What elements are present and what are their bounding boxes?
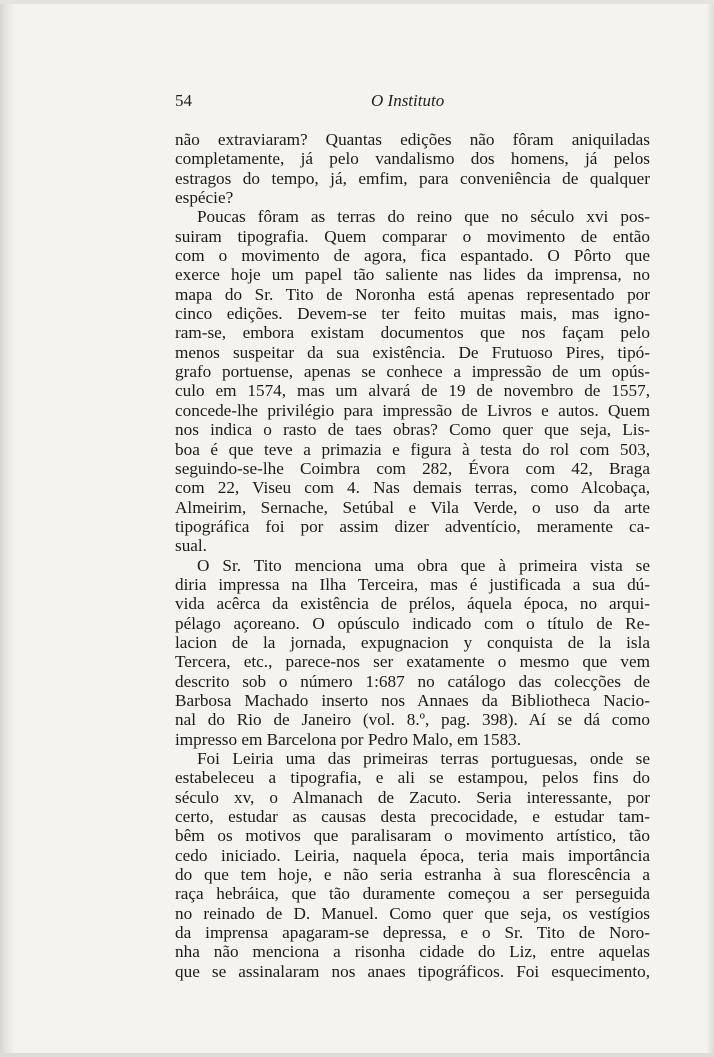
text-line: grafo portuense, apenas se conhece a impressão de um opús- — [175, 362, 650, 382]
text-line: nha não menciona a risonha cidade do Liz, entre aquelas — [175, 942, 650, 962]
page-right-edge-shadow — [706, 0, 714, 1057]
text-line: raça hebráica, que tão duramente começou a ser perseguida — [175, 884, 650, 904]
text-line: pélago açoreano. O opúsculo indicado com o título de Re- — [175, 613, 650, 633]
text-line: nal do Rio de Janeiro (vol. 8.º, pag. 398). Aí se dá como — [175, 710, 650, 730]
text-line: século xv, o Almanach de Zacuto. Seria interessante, por — [175, 787, 650, 807]
page-top-edge — [0, 0, 714, 4]
text-line: culo em 1574, mas um alvará de 19 de novembro de 1557, — [175, 381, 650, 401]
text-line: cedo iniciado. Leiria, naquela época, teria mais importância — [175, 845, 650, 865]
text-line: menos suspeitar da sua existência. De Frutuoso Pires, tipó- — [175, 342, 650, 362]
text-line: boa é que teve a primazia e figura à testa do rol com 503, — [175, 439, 650, 459]
text-line: espécie? — [175, 188, 234, 208]
page-left-edge-shadow — [0, 0, 16, 1057]
text-line: Almeirim, Sernache, Setúbal e Vila Verde, o uso da arte — [175, 497, 650, 517]
text-line: nos indica o rasto de taes obras? Como quer que seja, Lis- — [175, 420, 650, 440]
text-line: no reinado de D. Manuel. Como quer que seja, os vestígios — [175, 903, 650, 923]
paragraph-first-line: O Sr. Tito menciona uma obra que à primeira vista se — [197, 555, 650, 575]
text-line: estabeleceu a tipografia, e ali se estampou, pelos fins do — [175, 768, 650, 788]
text-line: com 22, Viseu com 4. Nas demais terras, como Alcobaça, — [175, 478, 650, 498]
text-line: concede-lhe privilégio para impressão de Livros e autos. Quem — [175, 400, 650, 420]
page-header — [175, 91, 650, 115]
text-line: que se assinalaram nos anaes tipográficos. Foi esquecimento, — [175, 961, 650, 981]
text-line: ram-se, embora existam documentos que nos façam pelo — [175, 323, 650, 343]
text-line: suiram tipografia. Quem comparar o movimento de então — [175, 226, 650, 246]
text-line: certo, estudar as causas desta precocidade, e estudar tam- — [175, 807, 650, 827]
paragraph-first-line: Poucas fôram as terras do reino que no século xvi pos- — [197, 207, 650, 227]
text-line: lacion de la jornada, expugnacion y conquista de la isla — [175, 632, 650, 652]
text-line: estragos do tempo, já, emfim, para conveniência de qualquer — [175, 168, 650, 188]
paragraph-first-line: Foi Leiria uma das primeiras terras portuguesas, onde se — [197, 749, 650, 768]
text-line: descrito sob o número 1:687 no catálogo das colecções de — [175, 671, 650, 691]
text-line: completamente, já pelo vandalismo dos homens, já pelos — [175, 149, 650, 169]
text-line: bêm os motivos que paralisaram o movimento artístico, tão — [175, 826, 650, 846]
text-line: seguindo-se-lhe Coimbra com 282, Évora com 42, Braga — [175, 458, 650, 478]
text-line: da imprensa apagaram-se depressa, e o Sr. Tito de Noro- — [175, 923, 650, 943]
text-line: Tercera, etc., parece-nos ser exatamente o mesmo que vem — [175, 652, 650, 672]
text-line: vida acêrca da existência de prélos, áquela época, no arqui- — [175, 594, 650, 614]
text-line: do que tem hoje, e não seria estranha à sua florescência a — [175, 865, 650, 885]
page-bottom-edge — [0, 1053, 714, 1057]
text-line: não extraviaram? Quantas edições não fôram aniquiladas — [175, 130, 650, 149]
text-line: impresso em Barcelona por Pedro Malo, em 1583. — [175, 729, 522, 749]
running-title: O Instituto — [371, 91, 445, 110]
text-line: mapa do Sr. Tito de Noronha está apenas representado por — [175, 284, 650, 304]
text-line: com o movimento de agora, fica espantado. O Pôrto que — [175, 246, 650, 266]
body-text — [175, 130, 650, 981]
text-line: cinco edições. Devem-se ter feito muitas mais, mas igno- — [175, 304, 650, 324]
text-line: exerce hoje um papel tão saliente nas lides da imprensa, no — [175, 265, 650, 285]
text-line: Barbosa Machado inserto nos Annaes da Bibliotheca Nacio- — [175, 690, 650, 710]
page-number: 54 — [175, 91, 192, 110]
text-line: sual. — [175, 536, 207, 556]
text-line: diria impressa na Ilha Terceira, mas é justificada a sua dú- — [175, 574, 650, 594]
text-line: tipográfica foi por assim dizer adventício, meramente ca- — [175, 516, 650, 536]
